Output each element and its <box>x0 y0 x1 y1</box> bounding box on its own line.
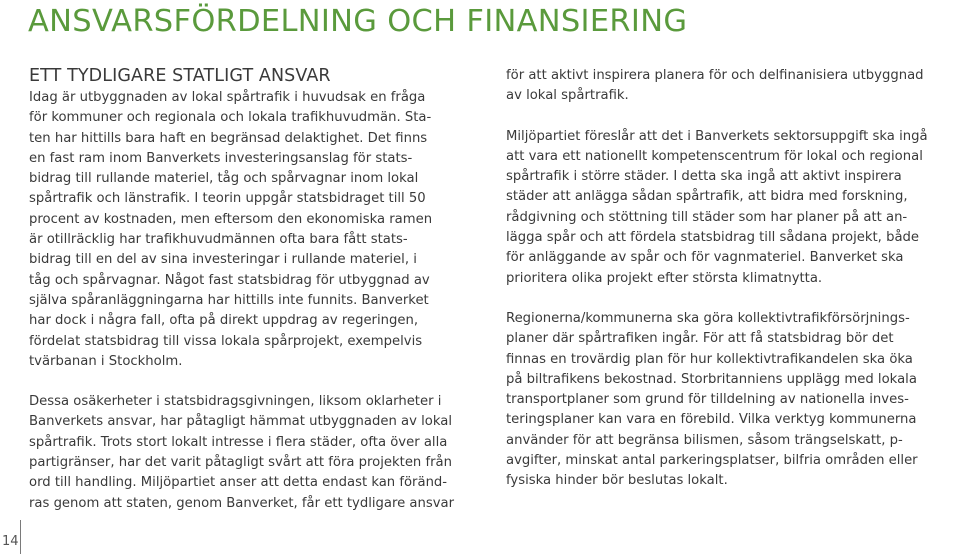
text-line: av lokal spårtrafik. <box>506 88 629 104</box>
text-line: teringsplaner kan vara en förebild. Vilka verktyg kommunerna <box>506 412 917 428</box>
right-paragraph-3 <box>506 309 941 492</box>
text-line: själva spåranläggningarna har hittills inte funnits. Banverket <box>29 292 429 308</box>
text-line: att vara ett nationellt kompetenscentrum för lokal och regional <box>506 148 923 164</box>
left-paragraph-2 <box>29 392 477 514</box>
text-line: städer att anlägga sådan spårtrafik, att bidra med forskning, <box>506 189 908 205</box>
text-line: Idag är utbyggnaden av lokal spårtrafik i huvudsak en fråga <box>29 90 426 105</box>
text-line: spårtrafik i större städer. I detta ska ingå att aktivt inspirera <box>506 169 902 185</box>
text-line: finnas en trovärdig plan för hur kollektivtrafikandelen ska öka <box>506 351 913 367</box>
text-line: Banverkets ansvar, har påtagligt hämmat utbyggnaden av lokal <box>29 414 452 430</box>
text-line: avgifter, minskat antal parkeringsplatser, bilfria områden eller <box>506 453 918 469</box>
page-number: 14 <box>2 534 19 549</box>
left-column <box>29 66 477 514</box>
text-line: för anläggande av spår och för vagnmateriel. Banverket ska <box>506 250 904 266</box>
text-line: fysiska hinder bör beslutas lokalt. <box>506 473 728 489</box>
text-line: på biltrafikens bekostnad. Storbritanniens upplägg med lokala <box>506 371 917 387</box>
text-line: ten har hittills bara haft en begränsad delaktighet. Det finns <box>29 130 428 146</box>
text-line: spårtrafik och länstrafik. I teorin uppgår statsbidraget till 50 <box>29 191 426 207</box>
text-line: bidrag till en del av sina investeringar i rullande materiel, i <box>29 252 417 268</box>
text-line: prioritera olika projekt efter största klimatnytta. <box>506 270 823 286</box>
text-line: procent av kostnaden, men eftersom den ekonomiska ramen <box>29 211 433 227</box>
text-line: lägga spår och att fördela statsbidrag till sådana projekt, både <box>506 230 920 246</box>
text-line: rådgivning och stöttning till städer som har planer på att an- <box>506 209 908 225</box>
text-line: transportplaner som grund för tilldelning av nationella inves- <box>506 392 909 408</box>
text-line: planer där spårtrafiken ingår. För att få statsbidrag bör det <box>506 331 894 347</box>
text-line: Regionerna/kommunerna ska göra kollektivtrafikförsörjnings- <box>506 310 910 326</box>
text-line: fördelat statsbidrag till vissa lokala spårprojekt, exempelvis <box>29 333 423 349</box>
right-paragraph-1 <box>506 66 941 107</box>
text-line: partigränser, har det varit påtagligt svårt att föra projekten från <box>29 455 452 471</box>
right-paragraph-2 <box>506 127 941 289</box>
text-line: använder för att begränsa bilismen, såsom trängselskatt, p- <box>506 432 903 448</box>
left-paragraph-1 <box>29 88 477 372</box>
text-line: ras genom att staten, genom Banverket, får ett tydligare ansvar <box>29 495 455 511</box>
text-line: är otillräcklig har trafikhuvudmännen ofta bara fått stats- <box>29 232 408 248</box>
text-line: tvärbanan i Stockholm. <box>29 353 183 369</box>
text-line: har dock i några fall, ofta på direkt uppdrag av regeringen, <box>29 313 419 329</box>
text-line: för att aktivt inspirera planera för och delfinanisiera utbyggnad <box>506 68 924 83</box>
text-line: Miljöpartiet föreslår att det i Banverkets sektorsuppgift ska ingå <box>506 128 928 144</box>
text-line: spårtrafik. Trots stort lokalt intresse i flera städer, ofta över alla <box>29 434 448 450</box>
right-column <box>506 66 941 492</box>
text-line: för kommuner och regionala och lokala trafikhuvudmän. Sta- <box>29 110 432 126</box>
text-line: tåg och spårvagnar. Något fast statsbidrag för utbyggnad av <box>29 272 430 288</box>
text-line: bidrag till rullande materiel, tåg och spårvagnar inom lokal <box>29 171 419 187</box>
section-heading: ETT TYDLIGARE STATLIGT ANSVAR <box>29 66 331 86</box>
text-line: en fast ram inom Banverkets investeringsanslag för stats- <box>29 150 413 166</box>
page-title: ANSVARSFÖRDELNING OCH FINANSIERING <box>28 4 688 39</box>
text-line: ord till handling. Miljöpartiet anser att detta endast kan föränd- <box>29 475 448 491</box>
text-line: Dessa osäkerheter i statsbidragsgivningen, liksom oklarheter i <box>29 394 442 410</box>
